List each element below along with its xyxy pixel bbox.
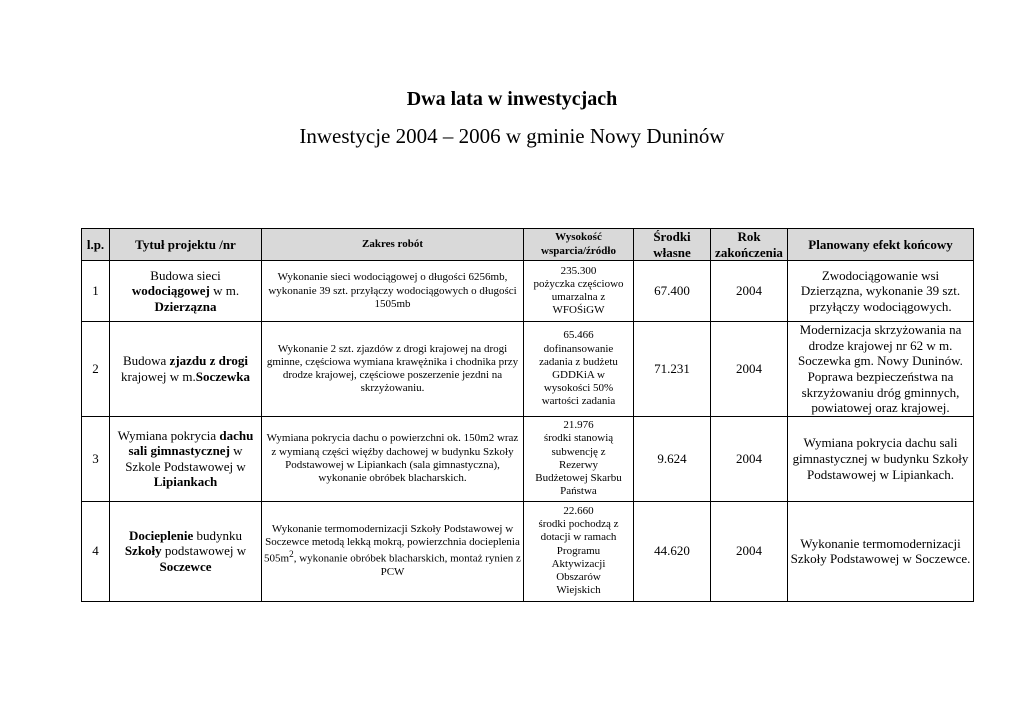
completion-year: 2004 bbox=[711, 322, 788, 417]
scope-of-works: Wykonanie termomodernizacji Szkoły Podstawowej w Soczewce metodą lekką mokrą, powierzchnia docieplenia $505m^2$, wykonanie obróbek blacharskich, montaż rynien z PCW bbox=[262, 501, 524, 601]
table-header-row bbox=[82, 229, 974, 261]
page-title: Dwa lata w inwestycjach bbox=[406, 88, 618, 110]
header-support: Wysokość wsparcia/źródło bbox=[524, 229, 634, 261]
header-project-title: Tytuł projektu /nr bbox=[110, 229, 262, 261]
table-row bbox=[82, 322, 974, 417]
investments-table bbox=[81, 228, 974, 602]
page-subtitle: Inwestycje 2004 – 2006 w gminie Nowy Duninów bbox=[299, 124, 725, 148]
header-scope: Zakres robót bbox=[262, 229, 524, 261]
row-number: 3 bbox=[82, 416, 110, 501]
header-lp: l.p. bbox=[82, 229, 110, 261]
header-year: Rok zakończenia bbox=[711, 229, 788, 261]
scope-of-works: Wykonanie sieci wodociągowej o długości 6256mb, wykonanie 39 szt. przyłączy wodociągowych o długości 1505mb bbox=[262, 261, 524, 322]
row-number: 2 bbox=[82, 322, 110, 417]
planned-effect: Wykonanie termomodernizacji Szkoły Podstawowej w Soczewce. bbox=[788, 501, 974, 601]
scope-of-works: Wymiana pokrycia dachu o powierzchni ok. 150m2 wraz z wymianą części więźby dachowej w budynku Szkoły Podstawowej w Lipiankach (sala gimnastyczna), wykonanie obróbek blacharskich. bbox=[262, 416, 524, 501]
completion-year: 2004 bbox=[711, 501, 788, 601]
row-number: 1 bbox=[82, 261, 110, 322]
project-title: Wymiana pokrycia dachu sali gimnastycznej w Szkole Podstawowej w Lipiankach bbox=[110, 416, 262, 501]
completion-year: 2004 bbox=[711, 416, 788, 501]
own-funds: 67.400 bbox=[634, 261, 711, 322]
table-row bbox=[82, 261, 974, 322]
support-source: 22.660 środki pochodzą z dotacji w ramach Programu Aktywizacji Obszarów Wiejskich bbox=[524, 501, 634, 601]
table-row bbox=[82, 501, 974, 601]
support-source: 235.300 pożyczka częściowo umarzalna z WFOŚiGW bbox=[524, 261, 634, 322]
table-row bbox=[82, 416, 974, 501]
header-own-funds: Środki własne bbox=[634, 229, 711, 261]
planned-effect: Zwodociągowanie wsi Dzierzązna, wykonanie 39 szt. przyłączy wodociągowych. bbox=[788, 261, 974, 322]
own-funds: 9.624 bbox=[634, 416, 711, 501]
completion-year: 2004 bbox=[711, 261, 788, 322]
header-effect: Planowany efekt końcowy bbox=[788, 229, 974, 261]
own-funds: 71.231 bbox=[634, 322, 711, 417]
own-funds: 44.620 bbox=[634, 501, 711, 601]
scope-of-works: Wykonanie 2 szt. zjazdów z drogi krajowej na drogi gminne, częściowa wymiana krawężnika i chodnika przy drodze krajowej, częściowe poszerzenie jezdni na skrzyżowaniu. bbox=[262, 322, 524, 417]
planned-effect: Wymiana pokrycia dachu sali gimnastycznej w budynku Szkoły Podstawowej w Lipiankach. bbox=[788, 416, 974, 501]
project-title: Budowa zjazdu z drogi krajowej w m.Soczewka bbox=[110, 322, 262, 417]
project-title: Budowa sieci wodociągowej w m. Dzierzązna bbox=[110, 261, 262, 322]
row-number: 4 bbox=[82, 501, 110, 601]
support-source: 65.466 dofinansowanie zadania z budżetu GDDKiA w wysokości 50% wartości zadania bbox=[524, 322, 634, 417]
support-source: 21.976 środki stanowią subwencję z Rezerwy Budżetowej Skarbu Państwa bbox=[524, 416, 634, 501]
project-title: Docieplenie budynku Szkoły podstawowej w Soczewce bbox=[110, 501, 262, 601]
planned-effect: Modernizacja skrzyżowania na drodze krajowej nr 62 w m. Soczewka gm. Nowy Duninów. Poprawa bezpieczeństwa na skrzyżowaniu dróg gminnych, powiatowej oraz krajowej. bbox=[788, 322, 974, 417]
